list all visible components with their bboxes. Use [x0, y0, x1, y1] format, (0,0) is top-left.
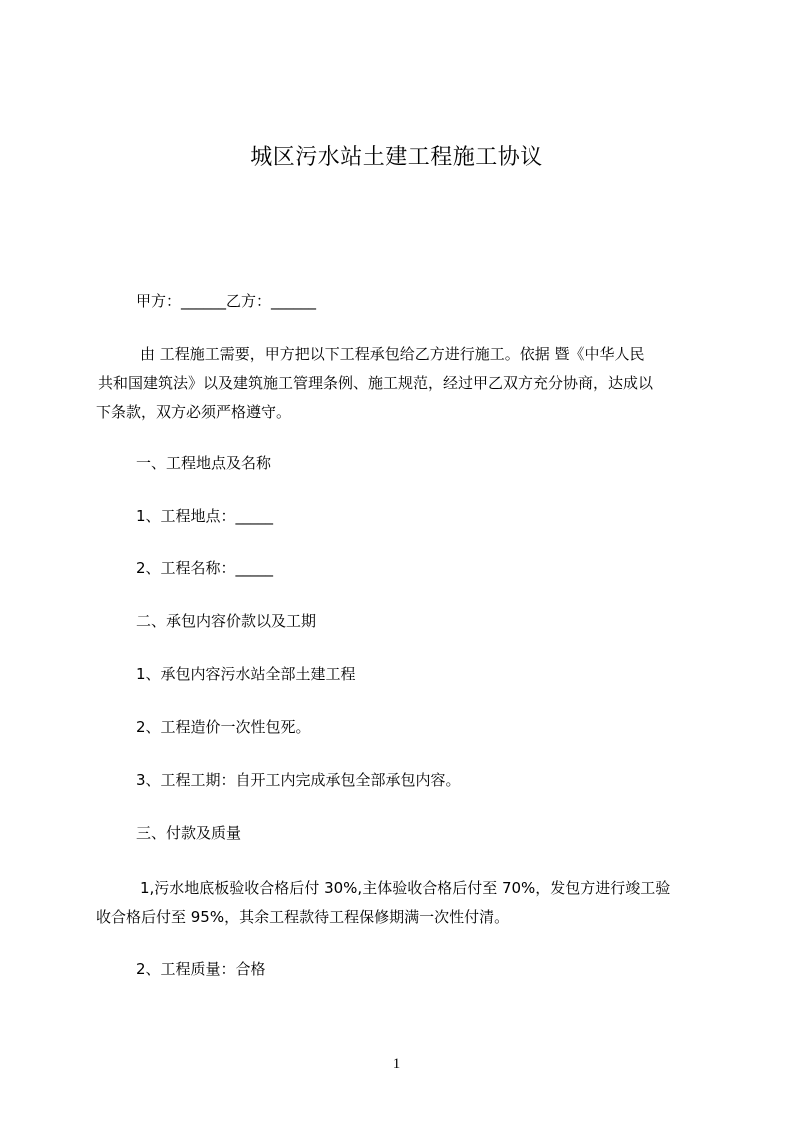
payment-paragraph [96, 874, 700, 932]
item-project-location: 1、工程地点：_____ [136, 507, 274, 525]
section-heading-payment: 三、付款及质量 [136, 824, 242, 842]
section-heading-contract: 二、承包内容价款以及工期 [136, 612, 317, 630]
intro-paragraph [96, 340, 700, 427]
page-number: 1 [392, 1056, 401, 1072]
document-title: 城区污水站土建工程施工协议 [250, 145, 543, 170]
item-contract-price: 2、工程造价一次性包死。 [136, 718, 311, 736]
intro-row-2: 共和国建筑法》以及建筑施工管理条例、施工规范，经过甲乙双方充分协商，达成以 [98, 374, 654, 392]
section-heading-location: 一、工程地点及名称 [136, 454, 272, 472]
intro-row-1: 由 工程施工需要，甲方把以下工程承包给乙方进行施工。依据 暨《中华人民 [140, 345, 645, 363]
payment-row-1: 1,污水地底板验收合格后付 30%,主体验收合格后付至 70%，发包方进行竣工验 [140, 879, 671, 897]
item-contract-scope: 1、承包内容污水站全部土建工程 [136, 665, 356, 683]
parties-line: 甲方：______乙方：______ [136, 292, 317, 310]
intro-row-3: 下条款，双方必须严格遵守。 [96, 403, 292, 421]
item-project-name: 2、工程名称：_____ [136, 559, 274, 577]
item-quality: 2、工程质量：合格 [136, 960, 266, 978]
payment-row-2: 收合格后付至 95%，其余工程款待工程保修期满一次性付清。 [96, 908, 510, 926]
item-contract-period: 3、工程工期：自开工内完成承包全部承包内容。 [136, 771, 461, 789]
